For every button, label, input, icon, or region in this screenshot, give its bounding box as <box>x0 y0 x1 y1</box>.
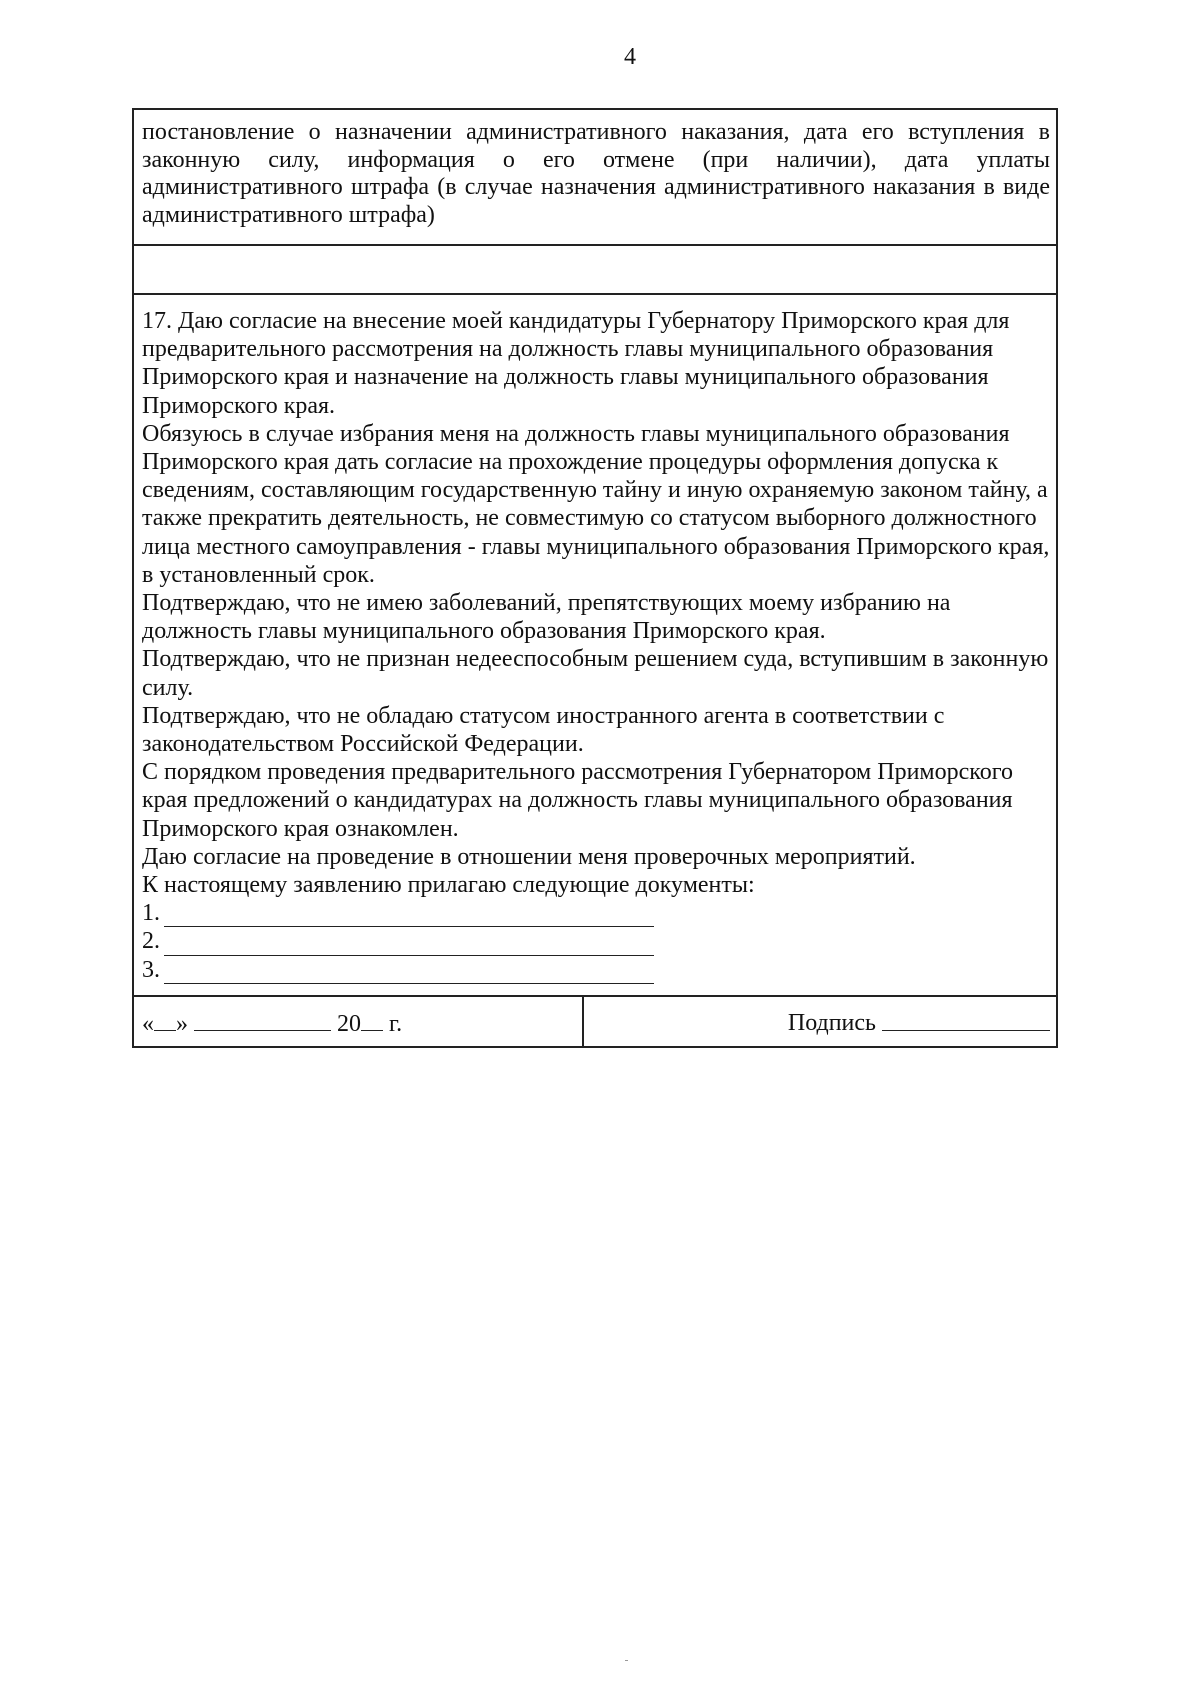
attachment-number: 3. <box>142 956 160 983</box>
page-number: 4 <box>624 44 636 70</box>
attachment-line-1 <box>142 899 1050 927</box>
obligation-paragraph: Обязуюсь в случае избрания меня на должность главы муниципального образования Приморского края дать согласие на прохождение процедуры оформления допуска к сведениям, составляющим государственную тайну и иную охраняемую законом тайну, а также прекратить деятельность, не совместимую со статусом выборного должностного лица местного самоуправления - главы муниципального образования Приморского края, в установленный срок. <box>142 420 1050 588</box>
signature-label: Подпись <box>787 1010 876 1036</box>
text-line: административного штрафа) <box>142 201 435 228</box>
procedure-acknowledgement-paragraph: С порядком проведения предварительного рассмотрения Губернатором Приморского края предложений о кандидатурах на должность главы муниципального образования Приморского края ознакомлен. <box>142 759 1013 842</box>
scan-speck <box>625 1660 628 1661</box>
signature-field <box>584 997 1056 1046</box>
day-blank[interactable] <box>154 1010 176 1031</box>
empty-answer-row[interactable] <box>134 246 1056 295</box>
attachment-blank-field[interactable] <box>164 961 654 984</box>
health-confirmation-paragraph: Подтверждаю, что не имею заболеваний, препятствующих моему избранию на должность главы муниципального образования Приморского края. <box>142 590 951 645</box>
date-close-quote: » <box>176 1011 188 1037</box>
text-line: постановление о назначении административного наказания, дата его вступления в <box>142 119 1050 145</box>
month-blank[interactable] <box>194 1010 331 1031</box>
section-top-text <box>134 110 1056 246</box>
attachment-line-3 <box>142 956 1050 984</box>
application-form-table <box>132 108 1058 1048</box>
section-17-consent <box>134 295 1056 997</box>
year-suffix: г. <box>389 1011 403 1037</box>
date-field <box>134 997 584 1046</box>
year-blank[interactable] <box>361 1010 383 1031</box>
capacity-confirmation-paragraph: Подтверждаю, что не признан недееспособным решением суда, вступившим в законную силу. <box>142 646 1049 701</box>
verification-consent-paragraph: Даю согласие на проведение в отношении меня проверочных мероприятий. <box>142 843 916 870</box>
text-line: законную силу, информация о его отмене (при наличии), дата уплаты <box>142 146 1050 173</box>
signature-blank[interactable] <box>882 1010 1050 1031</box>
consent-paragraph: 17. Даю согласие на внесение моей кандидатуры Губернатору Приморского края для предварительного рассмотрения на должность главы муниципального образования Приморского края и назначение на должность главы муниципального образования Приморского края. <box>142 308 1010 419</box>
attachment-blank-field[interactable] <box>164 904 654 927</box>
attachment-line-2 <box>142 927 1050 955</box>
year-prefix: 20 <box>337 1011 361 1037</box>
text-line: административного штрафа (в случае назначения административного наказания в виде <box>142 174 1050 200</box>
attachment-number: 2. <box>142 928 160 955</box>
attachment-blank-field[interactable] <box>164 933 654 956</box>
date-signature-row <box>134 997 1056 1046</box>
attachments-intro-paragraph: К настоящему заявлению прилагаю следующие документы: <box>142 872 755 899</box>
attachment-number: 1. <box>142 900 160 927</box>
date-open-quote: « <box>142 1011 154 1037</box>
foreign-agent-confirmation-paragraph: Подтверждаю, что не обладаю статусом иностранного агента в соответствии с законодательством Российской Федерации. <box>142 702 945 758</box>
